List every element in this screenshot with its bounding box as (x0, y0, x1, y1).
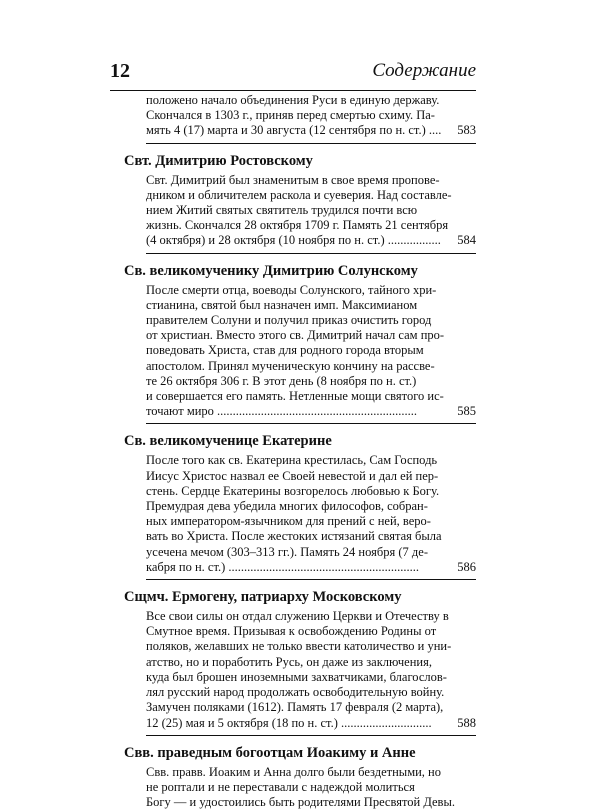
entry-text-line: дником и обличителем раскола и суеверия. Над составле- (146, 187, 452, 202)
entry-text-line: точают миро ................................................................ (146, 404, 418, 419)
entry-text-line: 12 (25) мая и 5 октября (18 по н. ст.) ............................. (146, 715, 432, 730)
entry-text-line: Премудрая дева убедила многих философов, собран- (146, 499, 428, 514)
entry-body (110, 283, 476, 420)
entry-text-line: от христиан. Вместо этого св. Димитрий начал сам про- (146, 328, 445, 343)
toc-content (110, 93, 476, 810)
entry-text-line: После того как св. Екатерина крестилась, Сам Господь (146, 453, 438, 468)
toc-entry (110, 93, 476, 144)
toc-entry (110, 743, 476, 810)
page-header (110, 56, 476, 86)
entry-text-line: (4 октября) и 28 октября (10 ноября по н. ст.) ................. (146, 233, 441, 248)
entry-text-line: поляков, желавших не только ввести католичество и уни- (146, 639, 452, 654)
entry-divider (146, 735, 476, 736)
entry-divider (146, 253, 476, 254)
entry-text-line: поведовать Христа, став для родного города вторым (146, 343, 424, 358)
entry-title: Свт. Димитрию Ростовскому (124, 152, 313, 169)
entry-text-line: усечена мечом (303–313 гг.). Память 24 ноября (7 де- (146, 544, 428, 559)
entry-title: Св. великомученице Екатерине (124, 433, 332, 450)
entry-text-line: те 26 октября 306 г. В этот день (8 ноября по н. ст.) (146, 373, 417, 388)
entry-text-line: стианина, святой был назначен имп. Максимианом (146, 297, 418, 312)
entry-title: Сщмч. Ермогену, патриарху Московскому (124, 589, 402, 606)
entry-body (110, 765, 476, 810)
header-rule (110, 90, 476, 91)
toc-entry (110, 587, 476, 736)
entry-text-line: Смутное время. Призывая к освобождению Родины от (146, 624, 437, 639)
entry-text-line: нием Житий святых святитель трудился почти всю (146, 203, 418, 218)
entry-text-line: мять 4 (17) марта и 30 августа (12 сентября по н. ст.) .... (146, 123, 442, 138)
entry-body (110, 173, 476, 249)
entry-text-line: правителем Солуни и получил приказ очистить город (146, 313, 432, 328)
entry-text-line: атство, но и поработить Русь, он даже из заключения, (146, 654, 432, 669)
entry-page-number: 588 (457, 715, 476, 730)
entry-divider (146, 143, 476, 144)
page-number: 12 (110, 60, 130, 82)
entry-text-line: ных императором-язычником для прений с ней, веро- (146, 514, 431, 529)
entry-body (110, 93, 476, 139)
entry-page-number: 586 (457, 559, 476, 574)
entry-page-number: 585 (457, 404, 476, 419)
toc-entry (110, 151, 476, 254)
entry-body (110, 453, 476, 575)
toc-entry (110, 431, 476, 580)
toc-entry (110, 261, 476, 425)
entry-text-line: Богу — и удостоились быть родителями Пресвятой Девы. (146, 795, 455, 810)
entry-title: Свв. праведным богоотцам Иоакиму и Анне (124, 744, 416, 761)
entry-text-line: лял русский народ продолжать освободительную войну. (146, 685, 445, 700)
entry-text-line: жизнь. Скончался 28 октября 1709 г. Память 21 сентября (146, 218, 449, 233)
entry-text-line: После смерти отца, воеводы Солунского, тайного хри- (146, 282, 437, 297)
entry-text-line: апостолом. Принял мученическую кончину на рассве- (146, 358, 435, 373)
entry-text-line: стень. Сердце Екатерины возгорелось любовью к Богу. (146, 483, 440, 498)
entry-body (110, 609, 476, 731)
entry-text-line: куда был брошен иноземными захватчиками, благослов- (146, 669, 447, 684)
entry-text-line: положено начало объединения Руси в единую державу. (146, 93, 440, 107)
entry-text-line: и совершается его память. Нетленные мощи святого ис- (146, 389, 444, 404)
entry-page-number: 584 (457, 233, 476, 248)
entry-text-line: Замучен поляками (1612). Память 17 февраля (2 марта), (146, 700, 444, 715)
entry-text-line: вать во Христа. После жестоких истязаний святая была (146, 529, 442, 544)
entry-text-line: кабря по н. ст.) ............................................................. (146, 559, 420, 574)
entry-text-line: Свв. правв. Иоаким и Анна долго были бездетными, но (146, 764, 441, 779)
entry-text-line: Скончался в 1303 г., приняв перед смертью схиму. Па- (146, 108, 435, 123)
entry-text-line: Иисус Христос назвал ее Своей невестой и дал ей пер- (146, 468, 439, 483)
entry-text-line: Все свои силы он отдал служению Церкви и Отечеству в (146, 609, 449, 624)
entry-divider (146, 579, 476, 580)
running-title: Содержание (372, 60, 476, 81)
entry-divider (146, 423, 476, 424)
entry-text-line: Свт. Димитрий был знаменитым в свое время пропове- (146, 172, 440, 187)
entry-text-line: не роптали и не переставали с надеждой молиться (146, 779, 415, 794)
entry-title: Св. великомученику Димитрию Солунскому (124, 262, 418, 279)
entry-page-number: 583 (457, 123, 476, 138)
